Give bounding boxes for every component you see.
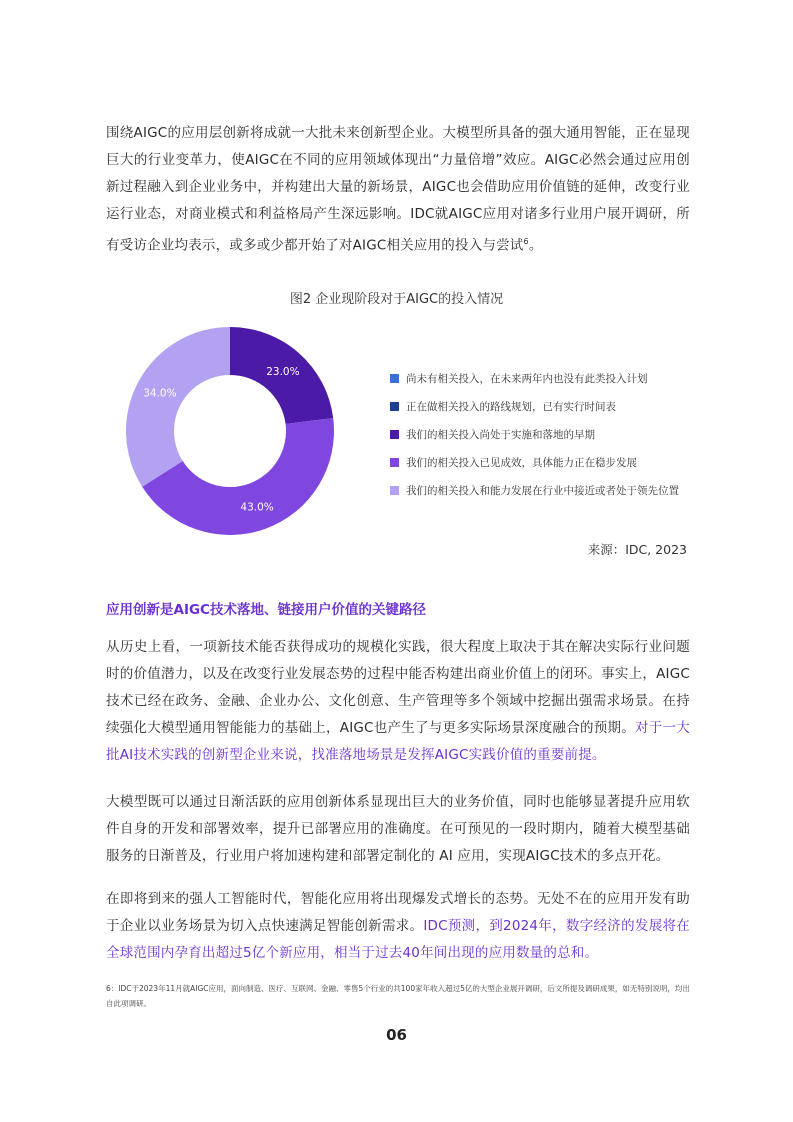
paragraph-history-highlight: 对于一大批AI技术实践的创新型企业来说，找准落地场景是发挥AIGC实践价值的重要前提。 bbox=[106, 720, 690, 763]
paragraph-llm-value bbox=[106, 789, 690, 870]
slice-value-label: 34.0% bbox=[143, 387, 177, 400]
intro-text: 围绕AIGC的应用层创新将成就一大批未来创新型企业。大模型所具备的强大通用智能，正在显现巨大的行业变革力，使AIGC在不同的应用领域体现出“力量倍增”效应。AIGC必然会通过应用创新过程融入到企业业务中，并构建出大量的新场景，AIGC也会借助应用价值链的延伸，改变行业运行业态，对商业模式和利益格局产生深远影响。IDC就AIGC应用对诸多行业用户展开调研，所有受访企业均表示，或多或少都开始了对AIGC相关应用的投入与尝试 bbox=[106, 125, 690, 254]
paragraph-strong-ai-text: 在即将到来的强人工智能时代，智能化应用将出现爆发式增长的态势。无处不在的应用开发有助于企业以业务场景为切入点快速满足智能创新需求。 bbox=[106, 891, 690, 934]
paragraph-llm-value-text: 大模型既可以通过日渐活跃的应用创新体系显现出巨大的业务价值，同时也能够显著提升应用软件自身的开发和部署效率，提升已部署应用的准确度。在可预见的一段时期内，随着大模型基础服务的日渐普及，行业用户将加速构建和部署定制化的 AI 应用，实现AIGC技术的多点开花。 bbox=[106, 794, 690, 864]
chart-legend bbox=[390, 364, 679, 504]
legend-item bbox=[390, 476, 679, 504]
legend-label: 正在做相关投入的路线规划，已有实行时间表 bbox=[406, 400, 616, 413]
legend-label: 我们的相关投入尚处于实施和落地的早期 bbox=[406, 428, 595, 441]
section-heading: 应用创新是AIGC技术落地、链接用户价值的关键路径 bbox=[106, 602, 426, 618]
legend-item bbox=[390, 420, 679, 448]
legend-label: 我们的相关投入已见成效，具体能力正在稳步发展 bbox=[406, 456, 637, 469]
footnote: 6：IDC于2023年11月就AIGC应用，面向制造、医疗、互联网、金融、零售5个行业的共100家年收入超过5亿的大型企业展开调研，后文所提及调研成果，如无特别说明，均出自此项调研。 bbox=[106, 984, 690, 1008]
legend-item bbox=[390, 364, 679, 392]
figure-title: 图2 企业现阶段对于AIGC的投入情况 bbox=[289, 292, 504, 307]
legend-swatch bbox=[390, 402, 399, 411]
donut-chart bbox=[120, 326, 340, 546]
intro-paragraph: 围绕AIGC的应用层创新将成就一大批未来创新型企业。大模型所具备的强大通用智能，正在显现巨大的行业变革力，使AIGC在不同的应用领域体现出“力量倍增”效应。AIGC必然会通过应用创新过程融入到企业业务中，并构建出大量的新场景，AIGC也会借助应用价值链的延伸，改变行业运行业态，对商业模式和利益格局产生深远影响。IDC就AIGC应用对诸多行业用户展开调研，所有受访企业均表示，或多或少都开始了对AIGC相关应用的投入与尝试$^6$。 bbox=[106, 125, 690, 254]
slice-value-label: 23.0% bbox=[266, 365, 300, 378]
paragraph-history-text: 从历史上看，一项新技术能否获得成功的规模化实践，很大程度上取决于其在解决实际行业问题时的价值潜力，以及在改变行业发展态势的过程中能否构建出商业价值上的闭环。事实上，AIGC技术已经在政务、金融、企业办公、文化创意、生产管理等多个领域中挖掘出强需求场景。在持续强化大模型通用智能能力的基础上，AIGC也产生了与更多实际场景深度融合的预期。 bbox=[106, 639, 690, 736]
legend-label: 我们的相关投入和能力发展在行业中接近或者处于领先位置 bbox=[406, 484, 679, 497]
figure-source: 来源：IDC, 2023 bbox=[587, 542, 687, 557]
legend-label: 尚未有相关投入，在未来两年内也没有此类投入计划 bbox=[406, 372, 648, 385]
page-number: 06 bbox=[386, 1026, 407, 1044]
paragraph-strong-ai bbox=[106, 886, 690, 967]
footnote-ref: 6 bbox=[523, 237, 529, 246]
legend-swatch bbox=[390, 458, 399, 467]
legend-item bbox=[390, 448, 679, 476]
slice-value-label: 43.0% bbox=[240, 501, 274, 514]
legend-swatch bbox=[390, 374, 399, 383]
paragraph-history bbox=[106, 634, 690, 769]
donut-slice bbox=[126, 327, 230, 487]
legend-swatch bbox=[390, 430, 399, 439]
paragraph-strong-ai-highlight: IDC预测，到2024年，数字经济的发展将在全球范围内孕育出超过5亿个新应用，相当于过去40年间出现的应用数量的总和。 bbox=[106, 918, 690, 961]
legend-swatch bbox=[390, 486, 399, 495]
legend-item bbox=[390, 392, 679, 420]
